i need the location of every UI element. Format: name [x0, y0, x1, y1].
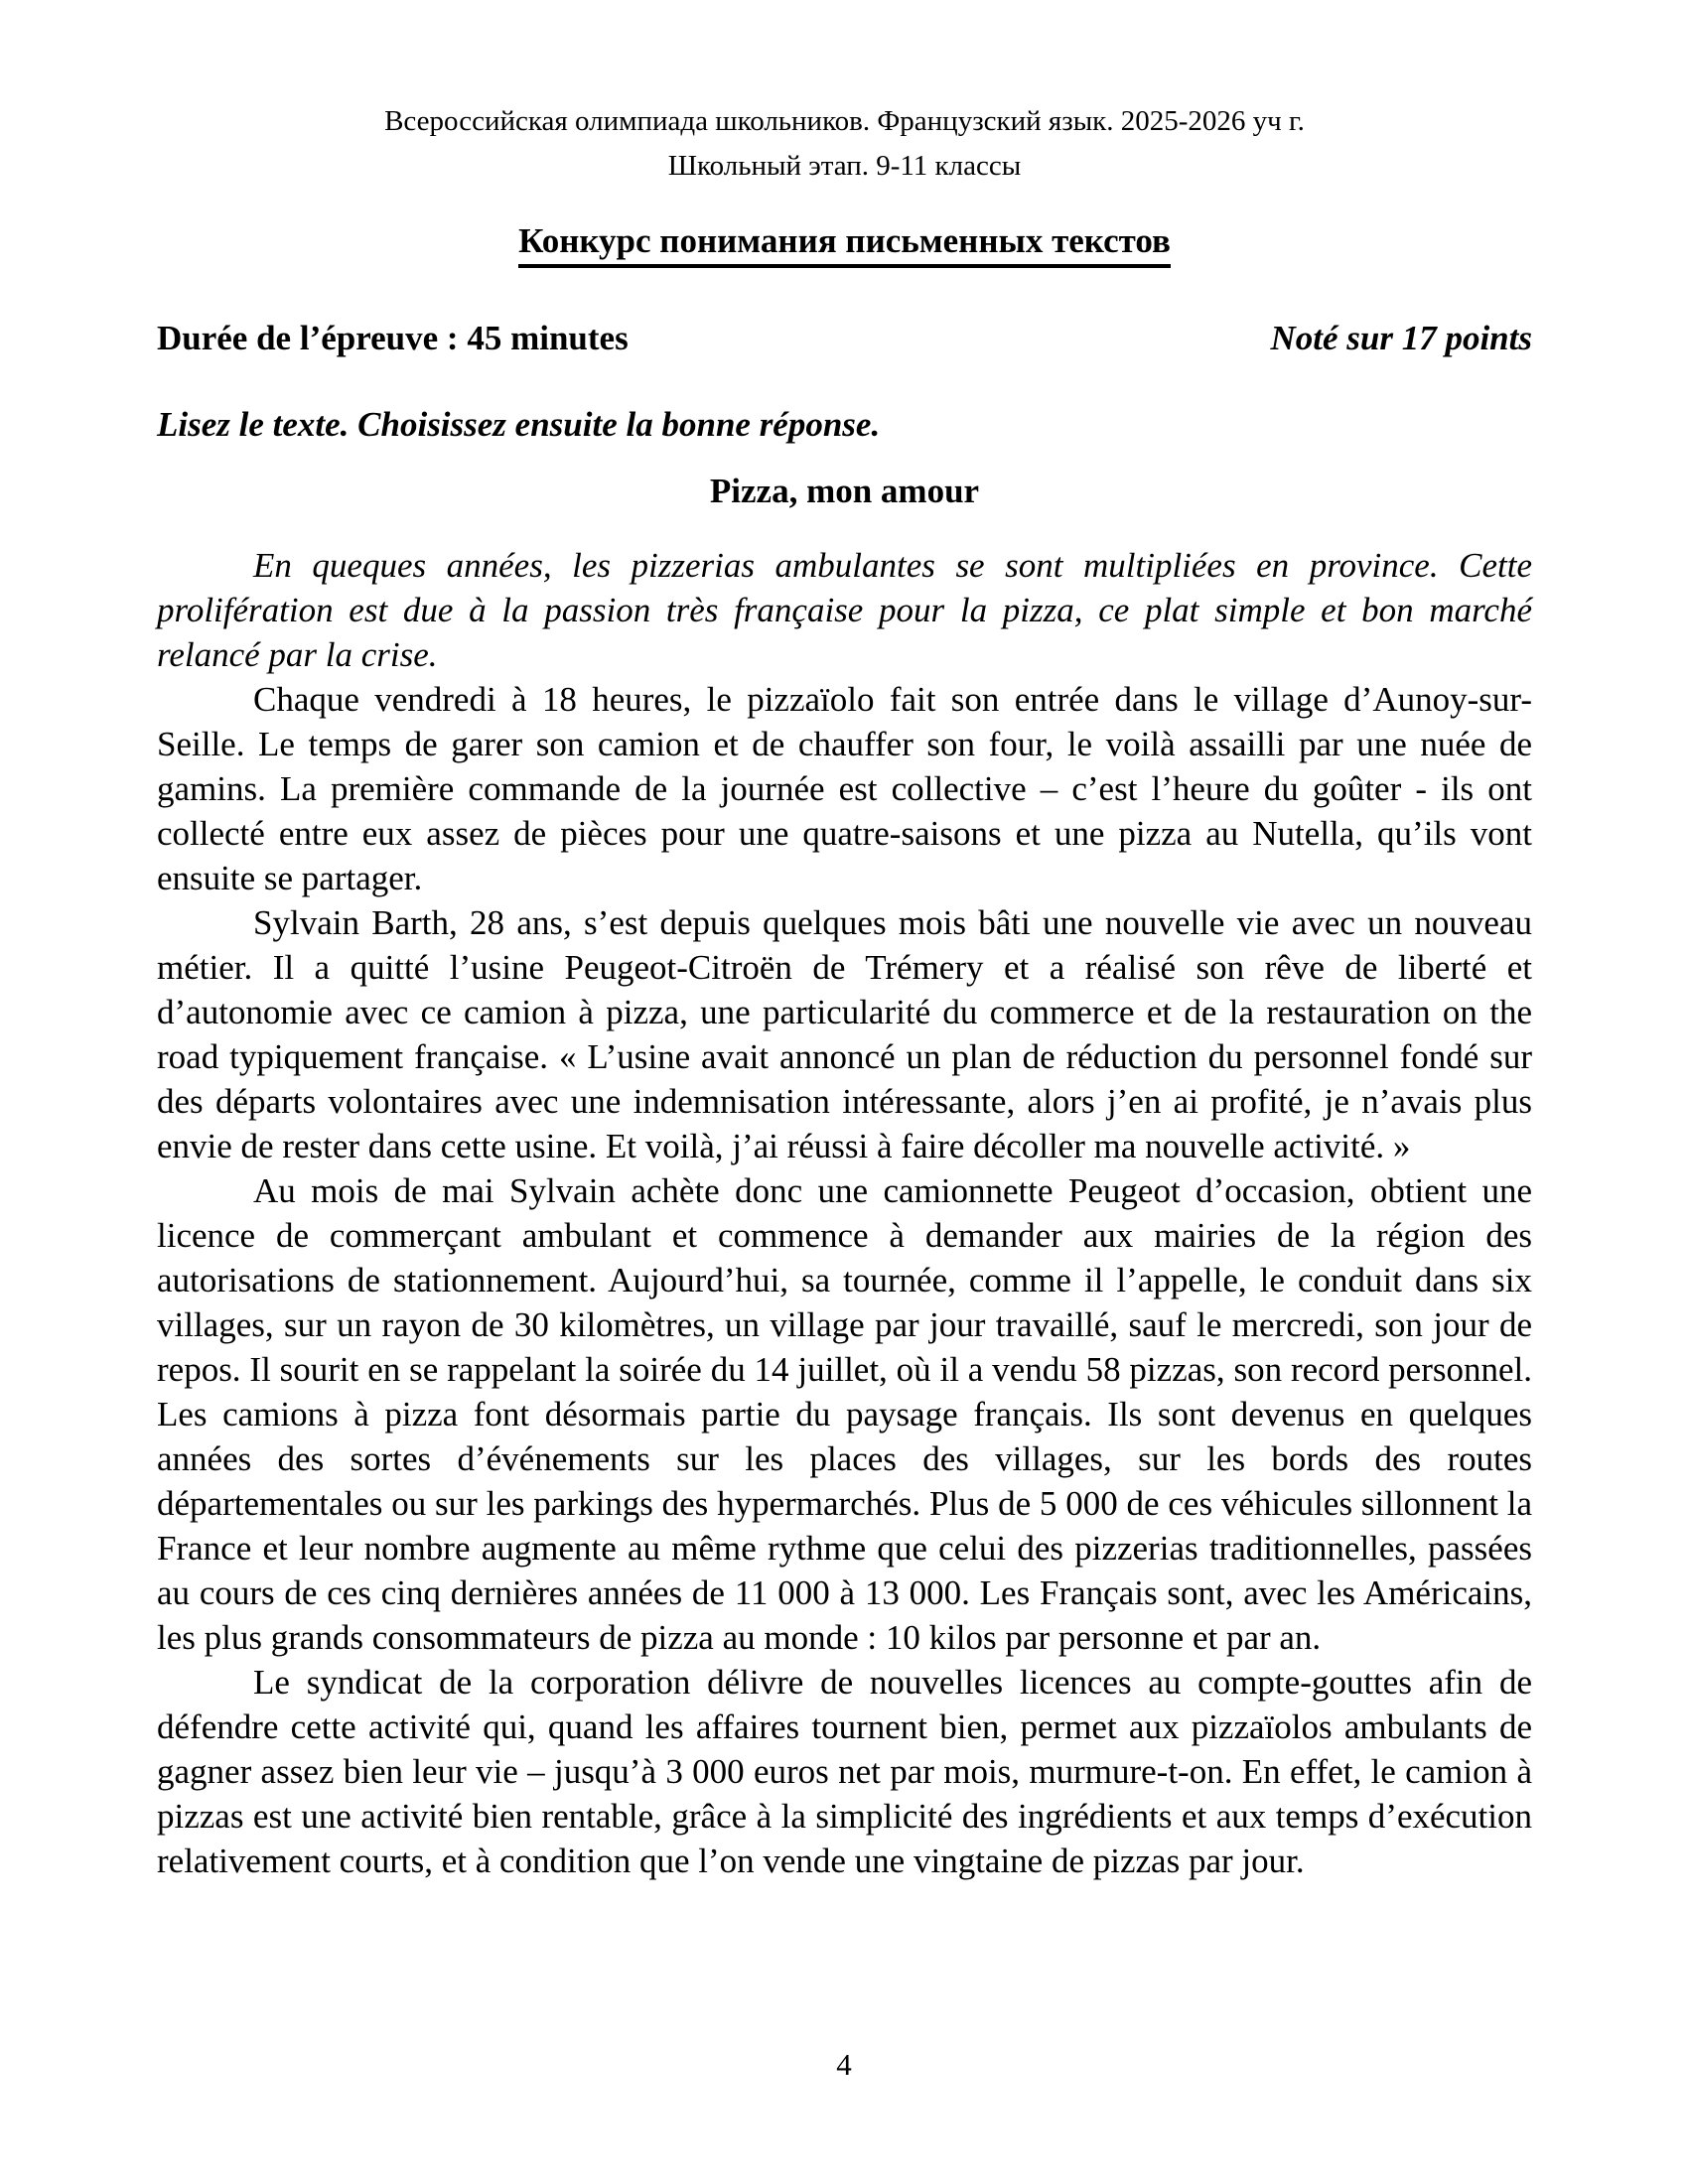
document-header [157, 99, 1532, 189]
contest-title-row [157, 218, 1532, 268]
header-line-olympiad: Всероссийская олимпиада школьников. Французский язык. 2025-2026 уч г. [384, 105, 1305, 137]
paragraph-lead: En queques années, les pizzerias ambulantes se sont multipliées en province. Cette prolifération est due à la passion très française pour la pizza, ce plat simple et bon marché relancé par la crise. [157, 546, 1532, 674]
header-line-stage: Школьный этап. 9-11 классы [667, 150, 1022, 182]
exam-points: Noté sur 17 points [1270, 319, 1532, 357]
page-number: 4 [836, 2047, 852, 2082]
contest-title: Конкурс понимания письменных текстов [518, 218, 1171, 268]
paragraph-syndicate: Le syndicat de la corporation délivre de nouvelles licences au compte-gouttes afin de défendre cette activité qui, quand les affaires tournent bien, permet aux pizzaïolos ambulants de gagner assez bien leur vie – jusqu’à 3 000 euros net par mois, murmure-t-on. En effet, le camion à pizzas est une activité bien rentable, grâce à la simplicité des ingrédients et aux temps d’exécution relativement courts, et à condition que l’on vende une vingtaine de pizzas par jour. [157, 1663, 1532, 1880]
exam-meta-row [157, 316, 1532, 360]
paragraph-sylvain-barth: Sylvain Barth, 28 ans, s’est depuis quelques mois bâti une nouvelle vie avec un nouveau métier. Il a quitté l’usine Peugeot-Citroën de Trémery et a réalisé son rêve de liberté et d’autonomie avec ce camion à pizza, une particularité du commerce et de la restauration on the road typiquement française. « L’usine avait annoncé un plan de réduction du personnel fondé sur des départs volontaires avec une indemnisation intéressante, alors j’en ai profité, je n’avais plus envie de rester dans cette usine. Et voilà, j’ai réussi à faire décoller ma nouvelle activité. » [157, 903, 1532, 1165]
paragraph-business-growth: Au mois de mai Sylvain achète donc une camionnette Peugeot d’occasion, obtient une licence de commerçant ambulant et commence à demander aux mairies de la région des autorisations de stationnement. Aujourd’hui, sa tournée, comme il l’appelle, le conduit dans six villages, sur un rayon de 30 kilomètres, un village par jour travaillé, sauf le mercredi, son jour de repos. Il sourit en se rappelant la soirée du 14 juillet, où il a vendu 58 pizzas, son record personnel. Les camions à pizza font désormais partie du paysage français. Ils sont devenus en quelques années des sortes d’événements sur les places des villages, sur les bords des routes départementales ou sur les parkings des hypermarchés. Plus de 5 000 de ces véhicules sillonnent la France et leur nombre augmente au même rythme que celui des pizzerias traditionnelles, passées au cours de ces cinq dernières années de 11 000 à 13 000. Les Français sont, avec les Américains, les plus grands consommateurs de pizza au monde : 10 kilos par personne et par an. [157, 1171, 1532, 1657]
reading-text-title: Pizza, mon amour [709, 472, 980, 510]
paragraph-friday-arrival: Chaque vendredi à 18 heures, le pizzaïolo fait son entrée dans le village d’Aunoy-sur-Seille. Le temps de garer son camion et de chauffer son four, le voilà assailli par une nuée de gamins. La première commande de la journée est collective – c’est l’heure du goûter - ils ont collecté entre eux assez de pièces pour une quatre-saisons et une pizza au Nutella, qu’ils vont ensuite se partager. [157, 680, 1532, 897]
exam-duration: Durée de l’épreuve : 45 minutes [157, 319, 629, 357]
task-instruction: Lisez le texte. Choisissez ensuite la bonne réponse. [157, 405, 881, 444]
reading-text-body [157, 543, 1532, 1883]
